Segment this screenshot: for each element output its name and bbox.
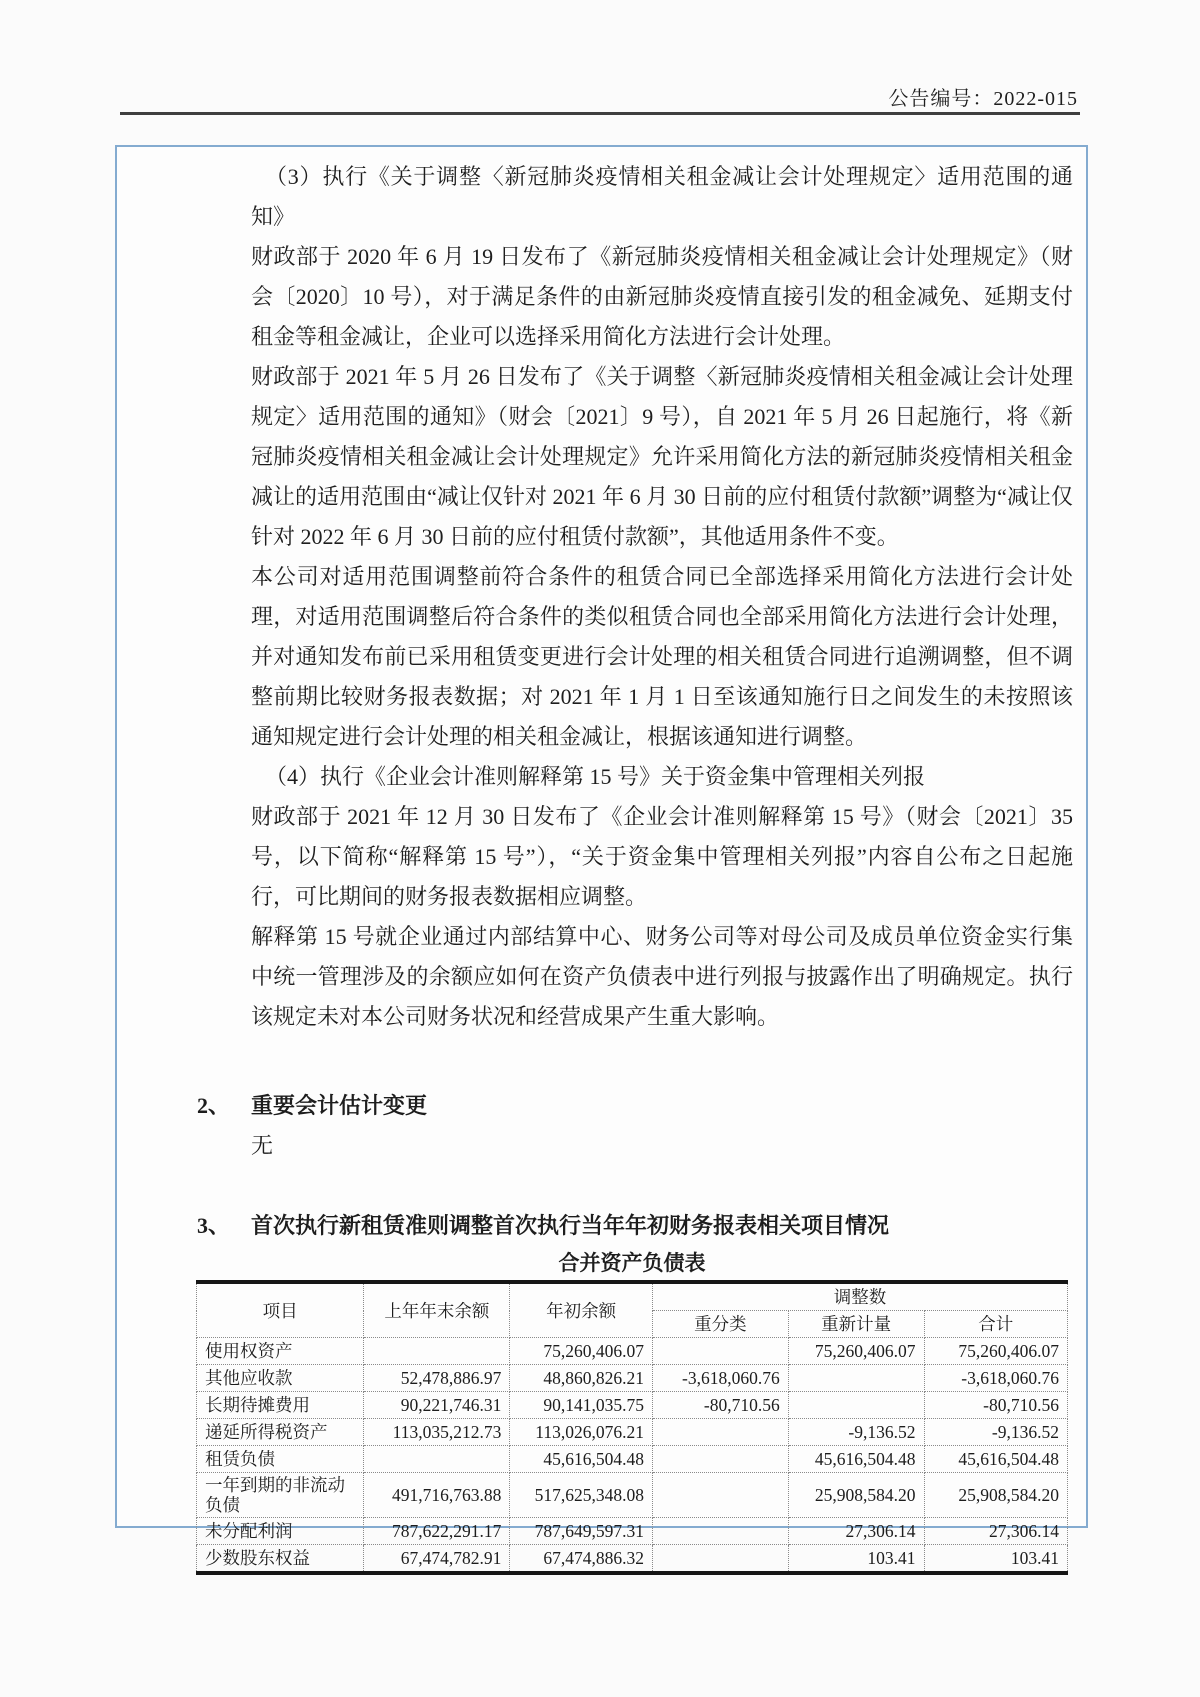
header-row-1 [197,1282,1068,1311]
row-value: -80,710.56 [924,1392,1068,1419]
paragraph: 解释第 15 号就企业通过内部结算中心、财务公司等对母公司及成员单位资金实行集中统一管理涉及的余额应如何在资产负债表中进行列报与披露作出了明确规定。执行该规定未对本公司财务状况和经营成果产生重大影响。 [251,924,1073,1029]
col-header-prev-year-end: 上年年末余额 [364,1282,510,1338]
row-value [364,1338,510,1365]
row-value: 52,478,886.97 [364,1365,510,1392]
paragraph: 财政部于 2021 年 5 月 26 日发布了《关于调整〈新冠肺炎疫情相关租金减让会计处理规定〉适用范围的通知》（财会〔2021〕9 号），自 2021 年 5 月 26 日起施行，将《新冠肺炎疫情相关租金减让会计处理规定》允许采用简化方法的新冠肺炎疫情相关租金减让的适用范围由“减让仅针对 2021 年 6 月 30 日前的应付租赁付款额”调整为“减让仅针对 2022 年 6 月 30 日前的应付租赁付款额”，其他适用条件不变。 [251,364,1073,549]
header-rule [120,112,1080,115]
table-row [197,1338,1068,1365]
table-row [197,1365,1068,1392]
row-value: 27,306.14 [924,1518,1068,1545]
row-value: 103.41 [788,1545,924,1574]
row-value: -80,710.56 [652,1392,788,1419]
section-3-heading [197,1207,1086,1245]
row-value: 517,625,348.08 [510,1473,653,1518]
row-value: 45,616,504.48 [924,1446,1068,1473]
row-value: -9,136.52 [788,1419,924,1446]
paragraph: 财政部于 2020 年 6 月 19 日发布了《新冠肺炎疫情相关租金减让会计处理规定》（财会〔2020〕10 号），对于满足条件的由新冠肺炎疫情直接引发的租金减免、延期支付租金等租金减让，企业可以选择采用简化方法进行会计处理。 [251,244,1073,349]
row-value: 45,616,504.48 [788,1446,924,1473]
row-value: 113,035,212.73 [364,1419,510,1446]
row-value: 90,221,746.31 [364,1392,510,1419]
row-item-label: 使用权资产 [197,1338,364,1365]
row-value: 67,474,782.91 [364,1545,510,1574]
col-header-item: 项目 [197,1282,364,1338]
row-value: 75,260,406.07 [924,1338,1068,1365]
row-item-label: 长期待摊费用 [197,1392,364,1419]
row-value: 113,026,076.21 [510,1419,653,1446]
paragraph-3-heading: （3）执行《关于调整〈新冠肺炎疫情相关租金减让会计处理规定〉适用范围的通知》 [251,164,1073,229]
row-value: -3,618,060.76 [652,1365,788,1392]
row-item-label: 少数股东权益 [197,1545,364,1574]
table-row [197,1473,1068,1518]
row-value: 90,141,035.75 [510,1392,653,1419]
section-2-number: 2、 [197,1093,231,1118]
row-value [788,1365,924,1392]
row-value [652,1338,788,1365]
table-row [197,1419,1068,1446]
section-3-number: 3、 [197,1213,231,1238]
section-2-body: 无 [251,1133,274,1158]
balance-sheet-area [196,1249,1068,1575]
row-value [364,1446,510,1473]
doc-number: 公告编号：2022-015 [888,88,1078,110]
col-header-remeasure: 重新计量 [788,1311,924,1338]
paragraph: 本公司对适用范围调整前符合条件的租赁合同已全部选择采用简化方法进行会计处理，对适用范围调整后符合条件的类似租赁合同也全部采用简化方法进行会计处理，并对通知发布前已采用租赁变更进行会计处理的相关租赁合同进行追溯调整，但不调整前期比较财务报表数据；对 2021 年 1 月 1 日至该通知施行日之间发生的未按照该通知规定进行会计处理的相关租金减让，根据该通知进行调整。 [251,564,1073,749]
row-value: 75,260,406.07 [510,1338,653,1365]
row-value [652,1419,788,1446]
row-value: 787,649,597.31 [510,1518,653,1545]
row-value: 67,474,886.32 [510,1545,653,1574]
row-value: 48,860,826.21 [510,1365,653,1392]
table-row [197,1545,1068,1574]
table-row [197,1518,1068,1545]
section-2-title: 重要会计估计变更 [251,1093,428,1118]
col-header-adjustments: 调整数 [652,1282,1067,1311]
col-header-year-begin: 年初余额 [510,1282,653,1338]
row-value: 45,616,504.48 [510,1446,653,1473]
balance-sheet-table [196,1280,1068,1575]
row-value: -9,136.52 [924,1419,1068,1446]
col-header-reclass: 重分类 [652,1311,788,1338]
row-value [652,1545,788,1574]
row-item-label: 递延所得税资产 [197,1419,364,1446]
row-value [652,1473,788,1518]
section-2-heading [197,1087,1086,1125]
row-value: 103.41 [924,1545,1068,1574]
row-value: 787,622,291.17 [364,1518,510,1545]
table-title: 合并资产负债表 [558,1251,706,1275]
row-value [788,1392,924,1419]
row-item-label: 租赁负债 [197,1446,364,1473]
table-row [197,1446,1068,1473]
row-value: 27,306.14 [788,1518,924,1545]
row-value [652,1446,788,1473]
row-item-label: 其他应收款 [197,1365,364,1392]
row-item-label: 未分配利润 [197,1518,364,1545]
col-header-total: 合计 [924,1311,1068,1338]
row-value: 491,716,763.88 [364,1473,510,1518]
row-value: 75,260,406.07 [788,1338,924,1365]
row-value [652,1518,788,1545]
row-item-label: 一年到期的非流动负债 [197,1473,364,1518]
row-value: 25,908,584.20 [788,1473,924,1518]
table-row [197,1392,1068,1419]
row-value: -3,618,060.76 [924,1365,1068,1392]
paragraph-4-heading: （4）执行《企业会计准则解释第 15 号》关于资金集中管理相关列报 [265,764,926,789]
paragraph: 财政部于 2021 年 12 月 30 日发布了《企业会计准则解释第 15 号》（财会〔2021〕35 号，以下简称“解释第 15 号”），“关于资金集中管理相关列报”内容自公布之日起施行，可比期间的财务报表数据相应调整。 [251,804,1073,909]
body-text [251,157,1073,1037]
section-3-title: 首次执行新租赁准则调整首次执行当年年初财务报表相关项目情况 [251,1213,890,1238]
content-box [115,145,1088,1568]
row-value: 25,908,584.20 [924,1473,1068,1518]
